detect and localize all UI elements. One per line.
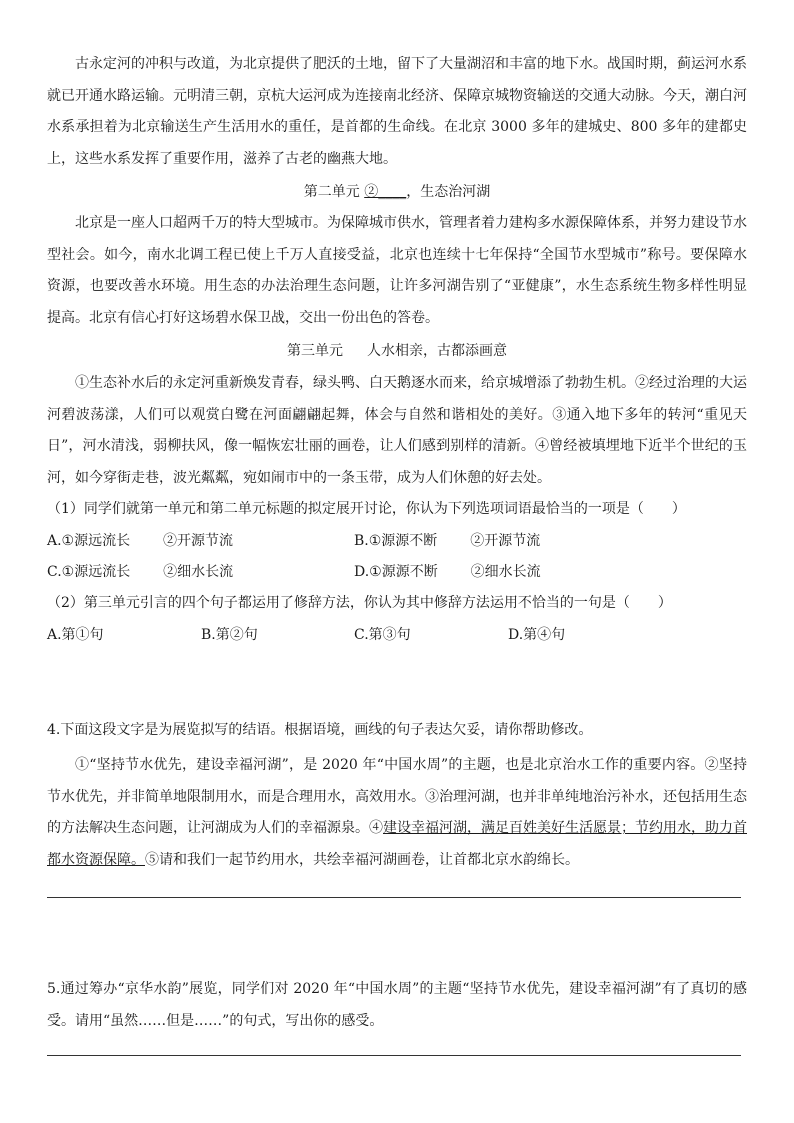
q4-text-after: ⑤请和我们一起节约用水，共绘幸福河湖画卷，让首都北京水韵绵长。 xyxy=(145,851,579,868)
unit3-heading-prefix: 第三单元 xyxy=(287,343,343,359)
q1-option-c[interactable] xyxy=(47,557,233,588)
q1-option-d[interactable] xyxy=(354,557,541,588)
q1-options-row-2 xyxy=(47,557,747,588)
q1-option-c-part2: ②细水长流 xyxy=(163,564,234,580)
unit2-paragraph: 北京是一座人口超两千万的特大型城市。为保障城市供水，管理者着力建构多水源保障体系，并努力建设节水型社会。如今，南水北调工程已使上千万人直接受益，北京也连续十七年保持“全国节水型城市”称号。要保障水资源，也要改善水环境。用生态的办法治理生态问题，让许多河湖告别了“亚健康”，水生态系统生物多样性明显提高。北京有信心打好这场碧水保卫战，交出一份出色的答卷。 xyxy=(47,215,747,326)
unit2-heading-suffix: ，生态治河湖 xyxy=(406,184,491,200)
intro-paragraph: 古永定河的冲积与改道，为北京提供了肥沃的土地，留下了大量湖沼和丰富的地下水。战国时期，蓟运河水系就已开通水路运输。元明清三朝，京杭大运河成为连接南北经济、保障京城物资输送的交通大动脉。今天，潮白河水系承担着为北京输送生产生活用水的重任，是首都的生命线。在北京 3000 多年的建城史、800 多年的建都史上，这些水系发挥了重要作用，滋养了古老的幽燕大地。 xyxy=(47,56,747,167)
q2-option-c[interactable]: C.第③句 xyxy=(354,627,411,643)
q2-option-a[interactable]: A.第①句 xyxy=(47,627,104,643)
unit3-heading xyxy=(47,336,747,367)
q4-stem: 4.下面这段文字是为展览拟写的结语。根据语境，画线的句子表达欠妥，请你帮助修改。 xyxy=(47,722,593,738)
q4-answer-line[interactable] xyxy=(47,897,741,898)
q2-stem: （2）第三单元引言的四个句子都运用了修辞方法，你认为其中修辞方法运用不恰当的一句是（ ） xyxy=(47,595,672,611)
q1-option-b-part2: ②开源节流 xyxy=(470,533,541,549)
unit3-paragraph: ①生态补水后的永定河重新焕发青春，绿头鸭、白天鹅逐水而来，给京城增添了勃勃生机。②经过治理的大运河碧波荡漾，人们可以观赏白鹭在河面翩翩起舞，体会与自然和谐相处的美好。③通入地下多年的转河“重见天日”，河水清浅，弱柳扶风，像一幅恢宏壮丽的画卷，让人们感到别样的清新。④曾经被填埋地下近半个世纪的玉河，如今穿街走巷，波光粼粼，宛如闹市中的一条玉带，成为人们休憩的好去处。 xyxy=(47,375,747,486)
q2-option-b[interactable]: B.第②句 xyxy=(201,627,258,643)
unit2-heading-prefix: 第二单元 xyxy=(303,184,360,200)
unit3-heading-suffix: 人水相亲，古都添画意 xyxy=(367,343,507,359)
q4-underlined-sentence: 建设幸福河湖，满足百姓美好生活愿景；节约用水，助力首都水资源保障。 xyxy=(47,820,747,868)
unit2-heading-blank: ②____ xyxy=(364,184,407,200)
q2-option-d[interactable]: D.第④句 xyxy=(508,627,566,643)
q1-option-a-part1: A.①源远流长 xyxy=(47,533,131,549)
q5-stem: 5.通过筹办“京华水韵”展览，同学们对 2020 年“中国水周”的主题“坚持节水优先，建设幸福河湖”有了真切的感受。请用“虽然……但是……”的句式，写出你的感受。 xyxy=(47,981,747,1029)
q1-option-c-part1: C.①源远流长 xyxy=(47,564,131,580)
q1-options-row-1 xyxy=(47,526,747,557)
q4-text-before: ①“坚持节水优先，建设幸福河湖”，是 2020 年“中国水周”的主题，也是北京治水工作的重要内容。②坚持节水优先，并非简单地限制用水，而是合理用水，高效用水。③治理河湖，也并非单纯地治污补水，还包括用生态的方法解决生态问题，让河湖成为人们的幸福源泉。④ xyxy=(47,757,747,836)
q1-option-d-part2: ②细水长流 xyxy=(470,564,541,580)
q1-stem: （1）同学们就第一单元和第二单元标题的拟定展开讨论，你认为下列选项词语最恰当的一项是（ ） xyxy=(47,501,686,517)
unit2-heading xyxy=(47,177,747,208)
q1-option-b-part1: B.①源源不断 xyxy=(354,533,438,549)
q2-options-row xyxy=(47,620,747,651)
q4-passage xyxy=(47,750,747,876)
q1-option-d-part1: D.①源源不断 xyxy=(354,564,438,580)
q1-option-b[interactable] xyxy=(354,526,540,557)
q5-answer-line[interactable] xyxy=(47,1055,741,1056)
q1-option-a[interactable] xyxy=(47,526,233,557)
q1-option-a-part2: ②开源节流 xyxy=(163,533,234,549)
